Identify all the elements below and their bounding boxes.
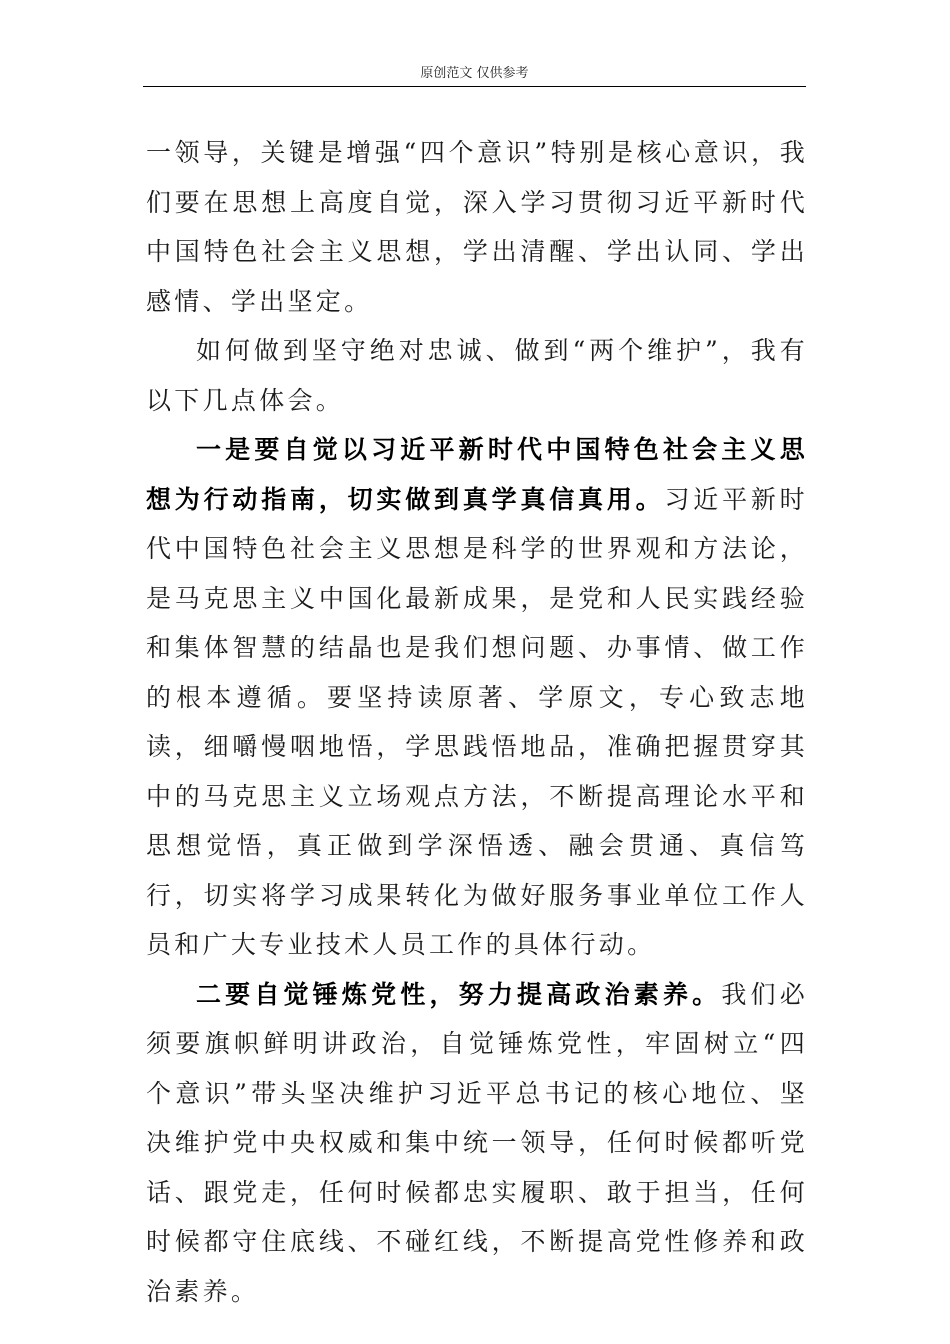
paragraph-continuation <box>146 128 808 326</box>
page-header: 原创范文 仅供参考 <box>420 66 529 81</box>
paragraph-point-one <box>146 425 808 970</box>
point-heading: 一是要自觉以习近平新时代中国特色社会主义思想为行动指南，切实做到真学真信真用。 <box>146 435 808 514</box>
paragraph-text: 一领导，关键是增强“四个意识”特别是核心意识，我们要在思想上高度自觉，深入学习贯彻习近平新时代中国特色社会主义思想，学出清醒、学出认同、学出感情、学出坚定。 <box>146 138 808 316</box>
paragraph-intro <box>146 326 808 425</box>
paragraph-point-two <box>146 970 808 1317</box>
paragraph-text: 如何做到坚守绝对忠诚、做到“两个维护”，我有以下几点体会。 <box>146 336 808 415</box>
paragraph-text: 习近平新时代中国特色社会主义思想是科学的世界观和方法论，是马克思主义中国化最新成果，是党和人民实践经验和集体智慧的结晶也是我们想问题、办事情、做工作的根本遵循。要坚持读原著、学原文，专心致志地读，细嚼慢咽地悟，学思践悟地品，准确把握贯穿其中的马克思主义立场观点方法，不断提高理论水平和思想觉悟，真正做到学深悟透、融会贯通、真信笃行，切实将学习成果转化为做好服务事业单位工作人员和广大专业技术人员工作的具体行动。 <box>146 484 808 959</box>
document-body <box>146 128 808 1316</box>
point-heading: 二要自觉锤炼党性，努力提高政治素养。 <box>196 979 722 1009</box>
paragraph-text: 我们必须要旗帜鲜明讲政治，自觉锤炼党性，牢固树立“四个意识”带头坚决维护习近平总书记的核心地位、坚决维护党中央权威和集中统一领导，任何时候都听党话、跟党走，任何时候都忠实履职、敢于担当，任何时候都守住底线、不碰红线，不断提高党性修养和政治素养。 <box>146 979 808 1306</box>
header-divider <box>143 86 806 87</box>
